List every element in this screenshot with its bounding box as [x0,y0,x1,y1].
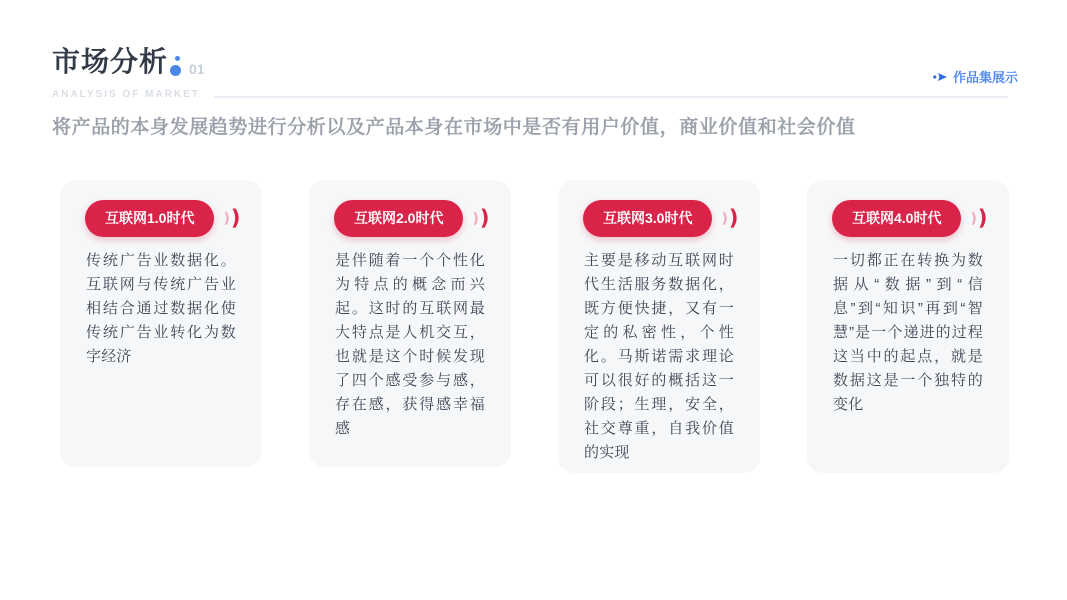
era-description: 一切都正在转换为数据从“数据”到“信息”到“知识”再到“智慧”是一个递进的过程这当中的起点，就是数据这是一个独特的变化 [833,252,983,413]
sound-wave-icon: ) ) [970,206,988,230]
header-divider [214,96,1008,98]
era-description: 是伴随着一个个性化为特点的概念而兴起。这时的互联网最大特点是人机交互，也就是这个时候发现了四个感受参与感，存在感，获得感幸福感 [335,252,485,437]
small-dot-icon [175,56,180,61]
era-card-4 [807,180,1009,473]
slide-description: 将产品的本身发展趋势进行分析以及产品本身在市场中是否有用户价值，商业价值和社会价值 [52,117,856,138]
era-badge: 互联网4.0时代 [832,200,961,237]
era-badge: 互联网1.0时代 [85,200,214,237]
sound-wave-icon: ) ) [721,206,739,230]
accent-dots-icon [170,56,181,76]
badge-row [583,200,739,237]
era-card-1 [60,180,262,467]
era-description: 传统广告业数据化。互联网与传统广告业相结合通过数据化使传统广告业转化为数字经济 [86,252,236,365]
badge-row [85,200,241,237]
header [52,46,205,78]
badge-row [832,200,988,237]
portfolio-link[interactable] [933,67,1018,86]
era-card-3 [558,180,760,473]
era-cards-row [60,180,1009,473]
arrow-right-icon [933,72,948,82]
era-badge: 互联网2.0时代 [334,200,463,237]
era-badge: 互联网3.0时代 [583,200,712,237]
sound-wave-icon: ) ) [472,206,490,230]
sound-wave-icon: ) ) [223,206,241,230]
portfolio-link-label: 作品集展示 [953,70,1019,85]
badge-row [334,200,490,237]
page-title: 市场分析 [52,46,169,77]
subtitle-english: ANALYSIS OF MARKET [52,89,200,100]
era-description: 主要是移动互联网时代生活服务数据化，既方便快捷，又有一定的私密性，个性化。马斯诺需求理论可以很好的概括这一阶段；生理，安全，社交尊重，自我价值的实现 [584,252,734,461]
era-card-2 [309,180,511,467]
big-dot-icon [170,65,181,76]
section-number: 01 [189,61,205,78]
